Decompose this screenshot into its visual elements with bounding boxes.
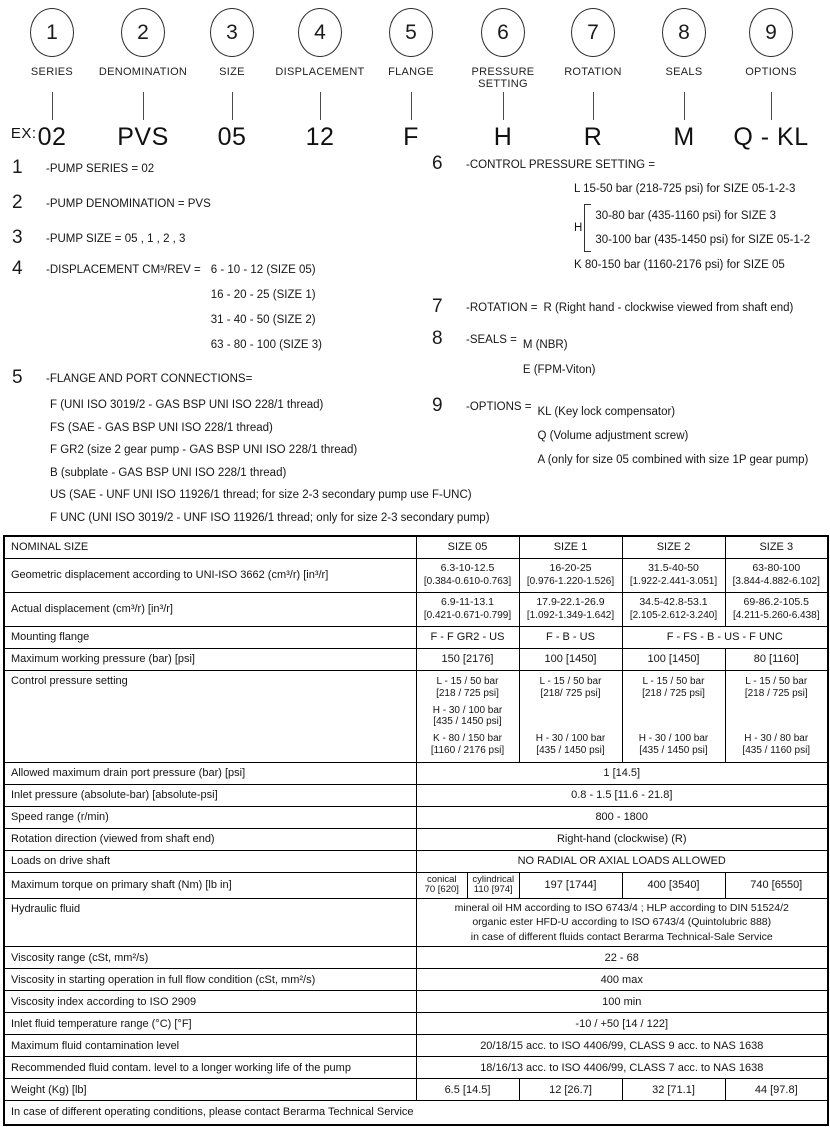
row-label: Inlet fluid temperature range (°C) [°F] bbox=[4, 1013, 416, 1035]
row-hydraulic-fluid: Hydraulic fluid mineral oil HM according to ISO 6743/4 ; HLP according to DIN 51524/2 organic ester HFD-U according to ISO 6743/4 (Quintolubric 888) in case of different fluids contact Berarma Technical-Sale Service bbox=[4, 898, 828, 947]
code-label-seals: SEALS bbox=[665, 66, 703, 78]
row-label: Viscosity in starting operation in full flow condition (cSt, mm²/s) bbox=[4, 969, 416, 991]
row-label: Mounting flange bbox=[4, 626, 416, 648]
connector-line bbox=[320, 92, 321, 120]
row-label: Control pressure setting bbox=[4, 670, 416, 762]
seal-options: M (NBR) E (FPM-Viton) bbox=[522, 339, 596, 376]
legend-number: 6 bbox=[432, 153, 443, 174]
legend-number: 4 bbox=[12, 258, 23, 279]
option-list: KL (Key lock compensator) Q (Volume adjustment screw) A (only for size 05 combined with size 1P gear pump) bbox=[537, 406, 809, 466]
row-label: Viscosity range (cSt, mm²/s) bbox=[4, 947, 416, 969]
code-circle-5 bbox=[389, 8, 433, 57]
legend-right-column bbox=[432, 154, 830, 472]
row-actual-displacement: Actual displacement (cm³/r) [in³/r] 6.9-11-13.1 [0.421-0.671-0.799] 17.9-22.1-26.9 [1.092-1.349-1.642] 34.5-42.8-53.1 [2.105-2.612-3.240] 69-86.2-105.5 [4.211-5.260-6.438] bbox=[4, 592, 828, 626]
legend-number: 3 bbox=[12, 227, 23, 248]
row-mounting-flange: Mounting flange F - F GR2 - US F - B - US F - FS - B - US - F UNC bbox=[4, 626, 828, 648]
code-value-displacement: 12 bbox=[305, 123, 335, 151]
code-label-flange: FLANGE bbox=[388, 66, 434, 78]
example-prefix: EX: bbox=[10, 125, 37, 142]
legend-item-5: 5 -FLANGE AND PORT CONNECTIONS= F (UNI ISO 3019/2 - GAS BSP UNI ISO 228/1 thread) FS (SAE - GAS BSP UNI ISO 228/1 thread) F GR2 (size 2 gear pump - GAS BSP UNI ISO 228/1 thread) B (subplate - GAS BSP UNI ISO 228/1 thread) US (SAE - UNF UNI ISO 11926/1 thread; for size 2-3 secondary pump use F-UNC) F UNC (UNI ISO 3019/2 - UNF ISO 11926/1 thread; only for size 2-3 secondary pump) bbox=[12, 368, 612, 529]
connector-line bbox=[52, 92, 53, 120]
code-value-pressure-setting: H bbox=[493, 123, 513, 151]
legend-item-8: 8 -SEALS = M (NBR) E (FPM-Viton) bbox=[432, 329, 830, 383]
row-max-fluid-contamination: Maximum fluid contamination level 20/18/15 acc. to ISO 4406/99, CLASS 9 acc. to NAS 1638 bbox=[4, 1035, 828, 1057]
code-circle-4 bbox=[298, 8, 342, 57]
code-label-denomination: DENOMINATION bbox=[98, 66, 188, 78]
code-label-displacement: DISPLACEMENT bbox=[275, 66, 365, 78]
row-viscosity-index: Viscosity index according to ISO 2909 100 min bbox=[4, 991, 828, 1013]
code-value-series: EX: 02 bbox=[10, 123, 67, 151]
code-number: 9 bbox=[765, 20, 777, 44]
code-number: 7 bbox=[587, 20, 599, 44]
code-value-flange: F bbox=[403, 123, 419, 151]
legend-number: 8 bbox=[432, 328, 443, 349]
flange-options: F (UNI ISO 3019/2 - GAS BSP UNI ISO 228/1 thread) FS (SAE - GAS BSP UNI ISO 228/1 thread) F GR2 (size 2 gear pump - GAS BSP UNI ISO 228/1 thread) B (subplate - GAS BSP UNI ISO 228/1 thread) US (SAE - UNF UNI ISO 11926/1 thread; for size 2-3 secondary pump use F-UNC) F UNC (UNI ISO 3019/2 - UNF ISO 11926/1 thread; only for size 2-3 secondary pump) bbox=[50, 399, 490, 524]
legend-item-2: 2 -PUMP DENOMINATION = PVS bbox=[12, 192, 211, 213]
row-nominal-size bbox=[4, 536, 828, 558]
legend-item-4: 4 -DISPLACEMENT CM³/REV = 6 - 10 - 12 (SIZE 05) 16 - 20 - 25 (SIZE 1) 31 - 40 - 50 (SIZE 2) 63 - 80 - 100 (SIZE 3) bbox=[12, 259, 612, 358]
col-header-size1: SIZE 1 bbox=[519, 536, 622, 558]
row-label: Maximum working pressure (bar) [psi] bbox=[4, 648, 416, 670]
row-viscosity-range: Viscosity range (cSt, mm²/s) 22 - 68 bbox=[4, 947, 828, 969]
code-label-size: SIZE bbox=[219, 66, 245, 78]
code-label-options: OPTIONS bbox=[745, 66, 797, 78]
bracket bbox=[584, 204, 591, 252]
row-geometric-displacement: Geometric displacement according to UNI-ISO 3662 (cm³/r) [in³/r] 6.3-10-12.5 [0.384-0.610-0.763] 16-20-25 [0.976-1.220-1.526] 31.5-40-50 [1.922-2.441-3.051] 63-80-100 [3.844-4.882-6.102] bbox=[4, 558, 828, 592]
displacement-options: 6 - 10 - 12 (SIZE 05) 16 - 20 - 25 (SIZE 1) 31 - 40 - 50 (SIZE 2) 63 - 80 - 100 (SIZE 3) bbox=[210, 264, 322, 351]
legend-number: 2 bbox=[12, 192, 23, 213]
code-column-options bbox=[711, 8, 830, 150]
row-label: Maximum fluid contamination level bbox=[4, 1035, 416, 1057]
row-label: Viscosity index according to ISO 2909 bbox=[4, 991, 416, 1013]
code-circle-6 bbox=[481, 8, 525, 57]
legend-number: 1 bbox=[12, 157, 23, 178]
code-label-rotation: ROTATION bbox=[564, 66, 622, 78]
legend-number: 9 bbox=[432, 395, 443, 416]
row-label: Inlet pressure (absolute-bar) [absolute-psi] bbox=[4, 784, 416, 806]
ordering-code-header bbox=[0, 0, 830, 152]
pressure-setting-options: L 15-50 bar (218-725 psi) for SIZE 05-1-2-3 H 30-80 bar (435-1160 psi) for SIZE 3 30-100 bar (435-1450 psi) for SIZE 05-1-2 K 80-150 bar (1160-2176 psi) for SIZE 05 bbox=[574, 183, 811, 271]
row-label: Loads on drive shaft bbox=[4, 850, 416, 872]
code-value-options: Q - KL bbox=[733, 123, 809, 151]
row-label: NOMINAL SIZE bbox=[4, 536, 416, 558]
connector-line bbox=[143, 92, 144, 120]
connector-line bbox=[684, 92, 685, 120]
code-value-denomination: PVS bbox=[117, 123, 169, 151]
h-option-group: H 30-80 bar (435-1160 psi) for SIZE 3 30-100 bar (435-1450 psi) for SIZE 05-1-2 bbox=[574, 204, 810, 252]
code-value-rotation: R bbox=[583, 123, 603, 151]
spec-table bbox=[3, 535, 829, 1126]
row-inlet-fluid-temperature: Inlet fluid temperature range (°C) [°F] -10 / +50 [14 / 122] bbox=[4, 1013, 828, 1035]
row-label: Maximum torque on primary shaft (Nm) [lb in] bbox=[4, 872, 416, 898]
code-number: 4 bbox=[314, 20, 326, 44]
code-column-pressure-setting bbox=[468, 8, 538, 150]
code-number: 6 bbox=[497, 20, 509, 44]
code-circle-9 bbox=[749, 8, 793, 57]
torque-conical-cell: conical 70 [620] bbox=[416, 872, 468, 898]
code-number: 3 bbox=[226, 20, 238, 44]
code-circle-3 bbox=[210, 8, 254, 57]
code-label-pressure-setting: PRESSURE SETTING bbox=[471, 66, 535, 90]
col-header-size2: SIZE 2 bbox=[622, 536, 725, 558]
code-label-series: SERIES bbox=[30, 66, 74, 78]
connector-line bbox=[593, 92, 594, 120]
col-header-size3: SIZE 3 bbox=[725, 536, 828, 558]
legend-item-9: 9 -OPTIONS = KL (Key lock compensator) Q (Volume adjustment screw) A (only for size 05 combined with size 1P gear pump) bbox=[432, 396, 830, 472]
legend-item-7: 7 -ROTATION = R (Right hand - clockwise viewed from shaft end) bbox=[432, 296, 794, 317]
torque-cylindrical-cell: cylindrical 110 [974] bbox=[468, 872, 520, 898]
row-label: Hydraulic fluid bbox=[4, 898, 416, 947]
code-value-seals: M bbox=[673, 123, 695, 151]
row-weight: Weight (Kg) [lb] 6.5 [14.5] 12 [26.7] 32 [71.1] 44 [97.8] bbox=[4, 1079, 828, 1101]
legend-item-6: 6 -CONTROL PRESSURE SETTING = L 15-50 bar (218-725 psi) for SIZE 05-1-2-3 H 30-80 bar (435-1160 psi) for SIZE 3 30-100 bar (435-1450 psi) for SIZE 05-1-2 K 80-150 bar (1160-2176 psi) for SIZE 05 bbox=[432, 153, 811, 271]
row-label: Geometric displacement according to UNI-ISO 3662 (cm³/r) [in³/r] bbox=[4, 558, 416, 592]
connector-line bbox=[232, 92, 233, 120]
legend-number: 7 bbox=[432, 296, 443, 317]
code-circle-8 bbox=[662, 8, 706, 57]
connector-line bbox=[503, 92, 504, 120]
row-label: Recommended fluid contam. level to a longer working life of the pump bbox=[4, 1057, 416, 1079]
code-legend bbox=[0, 152, 830, 535]
connector-line bbox=[771, 92, 772, 120]
row-loads-on-drive-shaft: Loads on drive shaft NO RADIAL OR AXIAL LOADS ALLOWED bbox=[4, 850, 828, 872]
row-viscosity-starting: Viscosity in starting operation in full flow condition (cSt, mm²/s) 400 max bbox=[4, 969, 828, 991]
code-number: 1 bbox=[46, 20, 58, 44]
row-footer-note bbox=[4, 1101, 828, 1125]
code-value-size: 05 bbox=[217, 123, 247, 151]
row-drain-port-pressure: Allowed maximum drain port pressure (bar) [psi] 1 [14.5] bbox=[4, 762, 828, 784]
row-recommended-contamination: Recommended fluid contam. level to a longer working life of the pump 18/16/13 acc. to ISO 4406/99, CLASS 7 acc. to NAS 1638 bbox=[4, 1057, 828, 1079]
row-rotation-direction: Rotation direction (viewed from shaft end) Right-hand (clockwise) (R) bbox=[4, 828, 828, 850]
legend-item-3: 3 -PUMP SIZE = 05 , 1 , 2 , 3 bbox=[12, 227, 186, 248]
row-label: Allowed maximum drain port pressure (bar) [psi] bbox=[4, 762, 416, 784]
code-circle-1 bbox=[30, 8, 74, 57]
row-label: Weight (Kg) [lb] bbox=[4, 1079, 416, 1101]
legend-number: 5 bbox=[12, 367, 23, 388]
row-inlet-pressure: Inlet pressure (absolute-bar) [absolute-psi] 0.8 - 1.5 [11.6 - 21.8] bbox=[4, 784, 828, 806]
footer-note: In case of different operating conditions, please contact Berarma Technical Service bbox=[4, 1101, 828, 1125]
code-number: 5 bbox=[405, 20, 417, 44]
connector-line bbox=[411, 92, 412, 120]
row-label: Speed range (r/min) bbox=[4, 806, 416, 828]
row-label: Actual displacement (cm³/r) [in³/r] bbox=[4, 592, 416, 626]
legend-item-1: 1 -PUMP SERIES = 02 bbox=[12, 157, 155, 178]
row-max-torque: Maximum torque on primary shaft (Nm) [lb in] conical 70 [620] cylindrical 110 [974] 197 [1744] 400 [3540] 740 [6550] bbox=[4, 872, 828, 898]
code-circle-2 bbox=[121, 8, 165, 57]
code-number: 2 bbox=[137, 20, 149, 44]
row-speed-range: Speed range (r/min) 800 - 1800 bbox=[4, 806, 828, 828]
row-max-working-pressure: Maximum working pressure (bar) [psi] 150 [2176] 100 [1450] 100 [1450] 80 [1160] bbox=[4, 648, 828, 670]
row-control-pressure-setting: Control pressure setting L - 15 / 50 bar [218 / 725 psi] H - 30 / 100 bar [435 / 1450 psi] K - 80 / 150 bar [1160 / 2176 psi] L - 15 / 50 bar [218/ 725 psi] H - 30 / 100 bar [435 / 1450 psi] L - 15 / 50 bar [218 / 725 psi] H - 30 / 100 bar [435 / 1450 psi] L - 15 / 50 bar [218 / 725 psi] H - 30 / 80 bar [435 / 1160 psi] bbox=[4, 670, 828, 762]
code-circle-7 bbox=[571, 8, 615, 57]
col-header-size05: SIZE 05 bbox=[416, 536, 519, 558]
code-number: 8 bbox=[678, 20, 690, 44]
code-column-flange bbox=[351, 8, 471, 150]
row-label: Rotation direction (viewed from shaft end) bbox=[4, 828, 416, 850]
